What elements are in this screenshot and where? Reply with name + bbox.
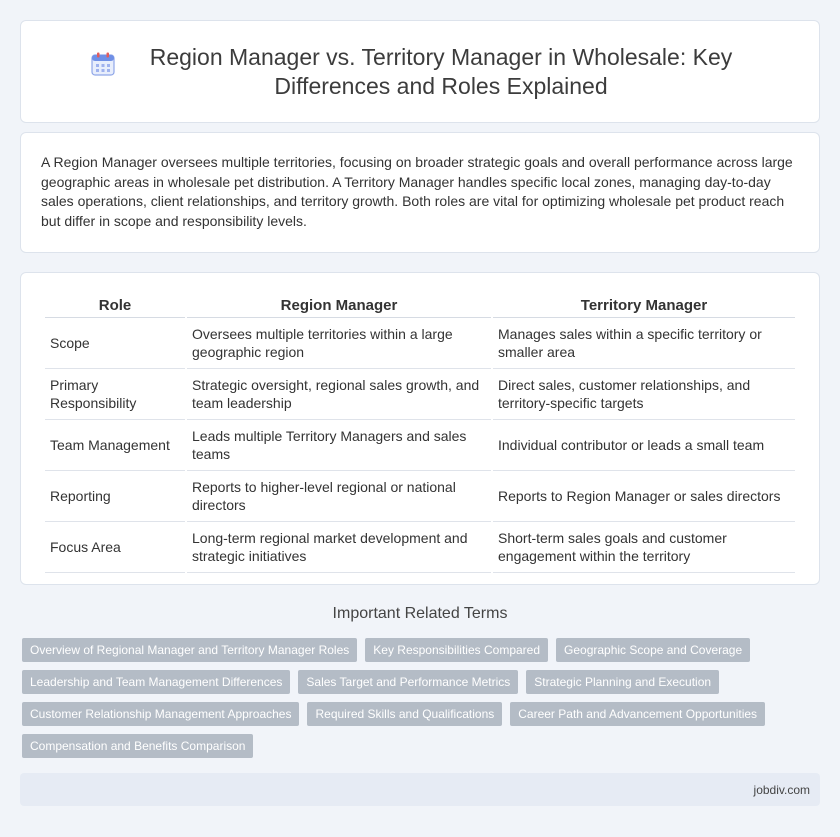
related-term-tag[interactable]: Overview of Regional Manager and Territory Manager Roles	[22, 638, 357, 662]
row-label: Reporting	[45, 471, 185, 522]
comparison-table	[43, 291, 797, 573]
header-card	[20, 20, 820, 123]
calendar-icon	[90, 51, 116, 77]
related-term-tag[interactable]: Compensation and Benefits Comparison	[22, 734, 253, 758]
territory-manager-cell: Reports to Region Manager or sales directors	[493, 471, 795, 522]
related-term-tag[interactable]: Required Skills and Qualifications	[307, 702, 502, 726]
column-header-role: Role	[45, 291, 185, 318]
related-term-tag[interactable]: Geographic Scope and Coverage	[556, 638, 750, 662]
table-row	[45, 318, 795, 369]
comparison-card	[20, 272, 820, 585]
footer-site-link[interactable]: jobdiv.com	[753, 782, 810, 797]
row-label: Focus Area	[45, 522, 185, 573]
region-manager-cell: Leads multiple Territory Managers and sales teams	[187, 420, 491, 471]
column-header-region-manager: Region Manager	[187, 291, 491, 318]
territory-manager-cell: Short-term sales goals and customer engagement within the territory	[493, 522, 795, 573]
related-term-tag[interactable]: Strategic Planning and Execution	[526, 670, 719, 694]
row-label: Primary Responsibility	[45, 369, 185, 420]
region-manager-cell: Reports to higher-level regional or national directors	[187, 471, 491, 522]
row-label: Team Management	[45, 420, 185, 471]
related-term-tag[interactable]: Career Path and Advancement Opportunities	[510, 702, 765, 726]
column-header-territory-manager: Territory Manager	[493, 291, 795, 318]
related-term-tag[interactable]: Leadership and Team Management Differences	[22, 670, 290, 694]
intro-card	[20, 132, 820, 253]
region-manager-cell: Long-term regional market development and strategic initiatives	[187, 522, 491, 573]
intro-text: A Region Manager oversees multiple territories, focusing on broader strategic goals and overall performance across large geographic areas in wholesale pet distribution. A Territory Manager handles specific local zones, managing day-to-day sales operations, client relationships, and territory growth. Both roles are vital for optimizing wholesale pet product reach but differ in scope and responsibility levels.	[41, 154, 793, 229]
row-label: Scope	[45, 318, 185, 369]
table-row	[45, 369, 795, 420]
table-row	[45, 522, 795, 573]
table-row	[45, 471, 795, 522]
related-terms-heading: Important Related Terms	[332, 605, 508, 622]
related-term-tag[interactable]: Customer Relationship Management Approaches	[22, 702, 299, 726]
related-term-tag[interactable]: Sales Target and Performance Metrics	[298, 670, 518, 694]
table-row	[45, 420, 795, 471]
related-term-tag[interactable]: Key Responsibilities Compared	[365, 638, 548, 662]
footer	[20, 773, 820, 806]
table-header-row	[45, 291, 795, 318]
related-terms-list	[22, 638, 822, 758]
region-manager-cell: Oversees multiple territories within a large geographic region	[187, 318, 491, 369]
page-title: Region Manager vs. Territory Manager in Wholesale: Key Differences and Roles Explained	[149, 43, 733, 99]
territory-manager-cell: Direct sales, customer relationships, and territory-specific targets	[493, 369, 795, 420]
region-manager-cell: Strategic oversight, regional sales growth, and team leadership	[187, 369, 491, 420]
territory-manager-cell: Individual contributor or leads a small team	[493, 420, 795, 471]
territory-manager-cell: Manages sales within a specific territory or smaller area	[493, 318, 795, 369]
